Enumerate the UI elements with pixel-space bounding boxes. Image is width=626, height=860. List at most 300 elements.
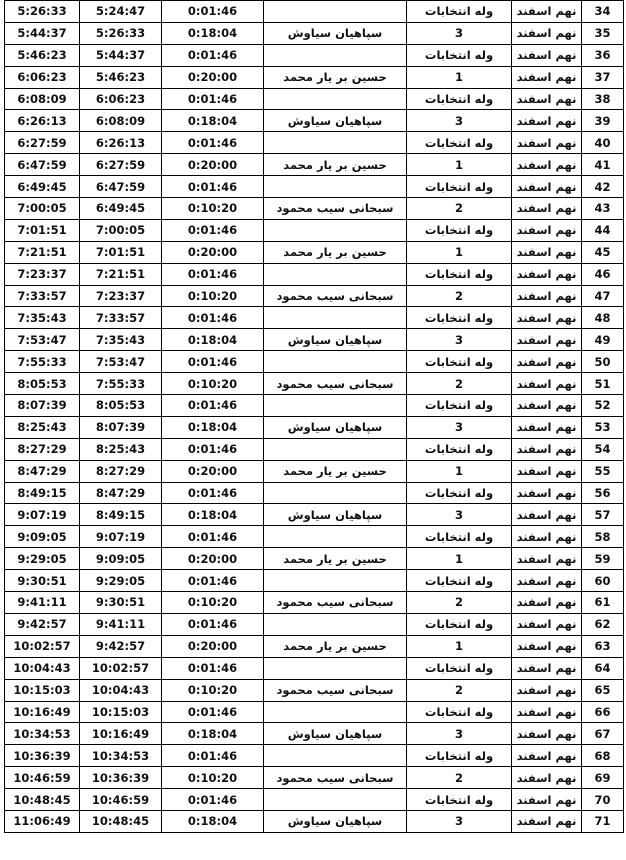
duration-cell: 0:20:00	[162, 635, 264, 657]
start-time-cell: 9:30:51	[80, 592, 162, 614]
duration-cell: 0:01:46	[162, 132, 264, 154]
program-title-cell	[264, 526, 407, 548]
start-time-cell: 5:26:33	[80, 22, 162, 44]
row-number-cell: 34	[582, 1, 624, 23]
table-row	[5, 373, 624, 395]
item-cell: 3	[407, 810, 512, 832]
day-cell: نهم اسفند	[512, 285, 582, 307]
start-time-cell: 6:27:59	[80, 154, 162, 176]
item-cell: وله انتخابات	[407, 438, 512, 460]
end-time-cell: 9:09:05	[5, 526, 80, 548]
program-title-cell	[264, 745, 407, 767]
item-cell: 2	[407, 767, 512, 789]
start-time-cell: 8:05:53	[80, 395, 162, 417]
program-title-cell	[264, 176, 407, 198]
end-time-cell: 10:15:03	[5, 679, 80, 701]
table-row	[5, 789, 624, 811]
duration-cell: 0:10:20	[162, 767, 264, 789]
start-time-cell: 7:35:43	[80, 329, 162, 351]
program-title-cell	[264, 263, 407, 285]
program-title-cell: سپاهیان سیاوش	[264, 110, 407, 132]
day-cell: نهم اسفند	[512, 22, 582, 44]
program-title-cell	[264, 789, 407, 811]
table-row	[5, 548, 624, 570]
table-row	[5, 679, 624, 701]
item-cell: 3	[407, 504, 512, 526]
duration-cell: 0:01:46	[162, 219, 264, 241]
table-row	[5, 460, 624, 482]
program-title-cell: حسین بر یار محمد	[264, 66, 407, 88]
table-row	[5, 504, 624, 526]
duration-cell: 0:01:46	[162, 263, 264, 285]
row-number-cell: 40	[582, 132, 624, 154]
row-number-cell: 48	[582, 307, 624, 329]
item-cell: وله انتخابات	[407, 132, 512, 154]
end-time-cell: 10:02:57	[5, 635, 80, 657]
start-time-cell: 6:06:23	[80, 88, 162, 110]
start-time-cell: 8:27:29	[80, 460, 162, 482]
end-time-cell: 8:05:53	[5, 373, 80, 395]
day-cell: نهم اسفند	[512, 373, 582, 395]
day-cell: نهم اسفند	[512, 526, 582, 548]
row-number-cell: 47	[582, 285, 624, 307]
duration-cell: 0:10:20	[162, 198, 264, 220]
table-row	[5, 570, 624, 592]
row-number-cell: 38	[582, 88, 624, 110]
end-time-cell: 9:41:11	[5, 592, 80, 614]
day-cell: نهم اسفند	[512, 88, 582, 110]
program-title-cell	[264, 657, 407, 679]
start-time-cell: 6:47:59	[80, 176, 162, 198]
day-cell: نهم اسفند	[512, 66, 582, 88]
end-time-cell: 5:26:33	[5, 1, 80, 23]
table-row	[5, 88, 624, 110]
item-cell: وله انتخابات	[407, 526, 512, 548]
row-number-cell: 45	[582, 241, 624, 263]
item-cell: 1	[407, 66, 512, 88]
duration-cell: 0:18:04	[162, 504, 264, 526]
row-number-cell: 54	[582, 438, 624, 460]
row-number-cell: 65	[582, 679, 624, 701]
program-title-cell: حسین بر یار محمد	[264, 241, 407, 263]
end-time-cell: 9:29:05	[5, 548, 80, 570]
end-time-cell: 6:26:13	[5, 110, 80, 132]
item-cell: 1	[407, 460, 512, 482]
day-cell: نهم اسفند	[512, 351, 582, 373]
start-time-cell: 5:44:37	[80, 44, 162, 66]
item-cell: 2	[407, 373, 512, 395]
item-cell: 3	[407, 723, 512, 745]
item-cell: 2	[407, 679, 512, 701]
row-number-cell: 52	[582, 395, 624, 417]
start-time-cell: 7:01:51	[80, 241, 162, 263]
table-row	[5, 395, 624, 417]
duration-cell: 0:20:00	[162, 66, 264, 88]
day-cell: نهم اسفند	[512, 548, 582, 570]
end-time-cell: 7:01:51	[5, 219, 80, 241]
start-time-cell: 9:07:19	[80, 526, 162, 548]
item-cell: وله انتخابات	[407, 789, 512, 811]
item-cell: وله انتخابات	[407, 395, 512, 417]
item-cell: 2	[407, 592, 512, 614]
row-number-cell: 61	[582, 592, 624, 614]
program-title-cell	[264, 351, 407, 373]
start-time-cell: 6:26:13	[80, 132, 162, 154]
program-title-cell: سپاهیان سیاوش	[264, 810, 407, 832]
end-time-cell: 6:27:59	[5, 132, 80, 154]
table-row	[5, 701, 624, 723]
day-cell: نهم اسفند	[512, 789, 582, 811]
program-title-cell: حسین بر یار محمد	[264, 154, 407, 176]
end-time-cell: 8:27:29	[5, 438, 80, 460]
start-time-cell: 10:36:39	[80, 767, 162, 789]
item-cell: وله انتخابات	[407, 44, 512, 66]
day-cell: نهم اسفند	[512, 657, 582, 679]
duration-cell: 0:18:04	[162, 22, 264, 44]
end-time-cell: 8:07:39	[5, 395, 80, 417]
row-number-cell: 53	[582, 416, 624, 438]
item-cell: 1	[407, 154, 512, 176]
item-cell: 1	[407, 241, 512, 263]
row-number-cell: 71	[582, 810, 624, 832]
duration-cell: 0:01:46	[162, 307, 264, 329]
duration-cell: 0:01:46	[162, 526, 264, 548]
table-row	[5, 592, 624, 614]
table-row	[5, 482, 624, 504]
table-row	[5, 198, 624, 220]
table-row	[5, 635, 624, 657]
day-cell: نهم اسفند	[512, 263, 582, 285]
start-time-cell: 9:41:11	[80, 613, 162, 635]
table-row	[5, 44, 624, 66]
day-cell: نهم اسفند	[512, 395, 582, 417]
end-time-cell: 9:30:51	[5, 570, 80, 592]
program-title-cell: سبحانی سیب محمود	[264, 592, 407, 614]
end-time-cell: 8:47:29	[5, 460, 80, 482]
row-number-cell: 43	[582, 198, 624, 220]
end-time-cell: 6:49:45	[5, 176, 80, 198]
row-number-cell: 44	[582, 219, 624, 241]
day-cell: نهم اسفند	[512, 1, 582, 23]
day-cell: نهم اسفند	[512, 570, 582, 592]
duration-cell: 0:01:46	[162, 438, 264, 460]
day-cell: نهم اسفند	[512, 810, 582, 832]
end-time-cell: 10:46:59	[5, 767, 80, 789]
day-cell: نهم اسفند	[512, 438, 582, 460]
row-number-cell: 60	[582, 570, 624, 592]
program-title-cell: حسین بر یار محمد	[264, 548, 407, 570]
program-title-cell: سبحانی سیب محمود	[264, 679, 407, 701]
row-number-cell: 50	[582, 351, 624, 373]
table-row	[5, 1, 624, 23]
end-time-cell: 10:16:49	[5, 701, 80, 723]
start-time-cell: 9:29:05	[80, 570, 162, 592]
day-cell: نهم اسفند	[512, 635, 582, 657]
duration-cell: 0:20:00	[162, 154, 264, 176]
start-time-cell: 7:21:51	[80, 263, 162, 285]
day-cell: نهم اسفند	[512, 767, 582, 789]
duration-cell: 0:01:46	[162, 88, 264, 110]
item-cell: وله انتخابات	[407, 1, 512, 23]
end-time-cell: 6:47:59	[5, 154, 80, 176]
program-title-cell	[264, 88, 407, 110]
duration-cell: 0:01:46	[162, 613, 264, 635]
start-time-cell: 7:53:47	[80, 351, 162, 373]
end-time-cell: 10:36:39	[5, 745, 80, 767]
duration-cell: 0:10:20	[162, 592, 264, 614]
duration-cell: 0:20:00	[162, 548, 264, 570]
schedule-table-body	[5, 1, 624, 833]
table-row	[5, 285, 624, 307]
program-title-cell: سبحانی سیب محمود	[264, 373, 407, 395]
day-cell: نهم اسفند	[512, 132, 582, 154]
end-time-cell: 10:34:53	[5, 723, 80, 745]
row-number-cell: 64	[582, 657, 624, 679]
start-time-cell: 7:00:05	[80, 219, 162, 241]
duration-cell: 0:18:04	[162, 329, 264, 351]
program-title-cell: سبحانی سیب محمود	[264, 198, 407, 220]
table-row	[5, 307, 624, 329]
item-cell: 3	[407, 329, 512, 351]
day-cell: نهم اسفند	[512, 723, 582, 745]
table-row	[5, 263, 624, 285]
table-row	[5, 657, 624, 679]
day-cell: نهم اسفند	[512, 416, 582, 438]
duration-cell: 0:18:04	[162, 416, 264, 438]
day-cell: نهم اسفند	[512, 460, 582, 482]
program-title-cell: سپاهیان سیاوش	[264, 416, 407, 438]
table-row	[5, 176, 624, 198]
row-number-cell: 67	[582, 723, 624, 745]
item-cell: وله انتخابات	[407, 307, 512, 329]
end-time-cell: 7:55:33	[5, 351, 80, 373]
program-title-cell	[264, 1, 407, 23]
table-row	[5, 723, 624, 745]
duration-cell: 0:01:46	[162, 482, 264, 504]
end-time-cell: 7:35:43	[5, 307, 80, 329]
table-row	[5, 613, 624, 635]
start-time-cell: 5:46:23	[80, 66, 162, 88]
program-title-cell: سپاهیان سیاوش	[264, 723, 407, 745]
row-number-cell: 42	[582, 176, 624, 198]
day-cell: نهم اسفند	[512, 504, 582, 526]
table-row	[5, 416, 624, 438]
day-cell: نهم اسفند	[512, 745, 582, 767]
program-title-cell	[264, 44, 407, 66]
item-cell: وله انتخابات	[407, 701, 512, 723]
row-number-cell: 55	[582, 460, 624, 482]
item-cell: وله انتخابات	[407, 219, 512, 241]
end-time-cell: 11:06:49	[5, 810, 80, 832]
end-time-cell: 7:00:05	[5, 198, 80, 220]
start-time-cell: 9:09:05	[80, 548, 162, 570]
row-number-cell: 41	[582, 154, 624, 176]
end-time-cell: 8:49:15	[5, 482, 80, 504]
row-number-cell: 35	[582, 22, 624, 44]
day-cell: نهم اسفند	[512, 154, 582, 176]
start-time-cell: 8:49:15	[80, 504, 162, 526]
start-time-cell: 7:23:37	[80, 285, 162, 307]
table-row	[5, 219, 624, 241]
program-title-cell	[264, 307, 407, 329]
item-cell: وله انتخابات	[407, 745, 512, 767]
day-cell: نهم اسفند	[512, 219, 582, 241]
end-time-cell: 7:53:47	[5, 329, 80, 351]
table-row	[5, 329, 624, 351]
row-number-cell: 70	[582, 789, 624, 811]
duration-cell: 0:01:46	[162, 1, 264, 23]
item-cell: 2	[407, 285, 512, 307]
item-cell: وله انتخابات	[407, 351, 512, 373]
table-row	[5, 526, 624, 548]
program-title-cell	[264, 570, 407, 592]
end-time-cell: 6:06:23	[5, 66, 80, 88]
start-time-cell: 5:24:47	[80, 1, 162, 23]
end-time-cell: 7:23:37	[5, 263, 80, 285]
start-time-cell: 8:25:43	[80, 438, 162, 460]
duration-cell: 0:10:20	[162, 285, 264, 307]
table-row	[5, 351, 624, 373]
start-time-cell: 6:49:45	[80, 198, 162, 220]
day-cell: نهم اسفند	[512, 613, 582, 635]
duration-cell: 0:01:46	[162, 701, 264, 723]
row-number-cell: 69	[582, 767, 624, 789]
start-time-cell: 10:04:43	[80, 679, 162, 701]
item-cell: 1	[407, 635, 512, 657]
item-cell: 3	[407, 416, 512, 438]
item-cell: وله انتخابات	[407, 613, 512, 635]
item-cell: 1	[407, 548, 512, 570]
row-number-cell: 56	[582, 482, 624, 504]
program-title-cell	[264, 395, 407, 417]
item-cell: وله انتخابات	[407, 88, 512, 110]
duration-cell: 0:01:46	[162, 351, 264, 373]
day-cell: نهم اسفند	[512, 307, 582, 329]
table-row	[5, 745, 624, 767]
start-time-cell: 10:16:49	[80, 723, 162, 745]
start-time-cell: 10:46:59	[80, 789, 162, 811]
item-cell: 3	[407, 22, 512, 44]
duration-cell: 0:01:46	[162, 176, 264, 198]
duration-cell: 0:18:04	[162, 110, 264, 132]
day-cell: نهم اسفند	[512, 110, 582, 132]
row-number-cell: 49	[582, 329, 624, 351]
program-title-cell: سبحانی سیب محمود	[264, 285, 407, 307]
duration-cell: 0:18:04	[162, 723, 264, 745]
row-number-cell: 37	[582, 66, 624, 88]
duration-cell: 0:01:46	[162, 395, 264, 417]
day-cell: نهم اسفند	[512, 241, 582, 263]
item-cell: وله انتخابات	[407, 176, 512, 198]
row-number-cell: 57	[582, 504, 624, 526]
duration-cell: 0:20:00	[162, 460, 264, 482]
row-number-cell: 63	[582, 635, 624, 657]
day-cell: نهم اسفند	[512, 329, 582, 351]
table-row	[5, 241, 624, 263]
item-cell: وله انتخابات	[407, 482, 512, 504]
day-cell: نهم اسفند	[512, 701, 582, 723]
item-cell: وله انتخابات	[407, 570, 512, 592]
start-time-cell: 9:42:57	[80, 635, 162, 657]
start-time-cell: 10:15:03	[80, 701, 162, 723]
program-title-cell	[264, 613, 407, 635]
end-time-cell: 9:42:57	[5, 613, 80, 635]
duration-cell: 0:10:20	[162, 679, 264, 701]
program-title-cell	[264, 438, 407, 460]
start-time-cell: 10:34:53	[80, 745, 162, 767]
table-row	[5, 22, 624, 44]
program-title-cell	[264, 701, 407, 723]
item-cell: 2	[407, 198, 512, 220]
table-row	[5, 110, 624, 132]
program-title-cell	[264, 482, 407, 504]
program-title-cell	[264, 219, 407, 241]
duration-cell: 0:18:04	[162, 810, 264, 832]
end-time-cell: 5:44:37	[5, 22, 80, 44]
duration-cell: 0:01:46	[162, 789, 264, 811]
day-cell: نهم اسفند	[512, 198, 582, 220]
row-number-cell: 46	[582, 263, 624, 285]
item-cell: وله انتخابات	[407, 657, 512, 679]
start-time-cell: 8:07:39	[80, 416, 162, 438]
row-number-cell: 36	[582, 44, 624, 66]
day-cell: نهم اسفند	[512, 592, 582, 614]
row-number-cell: 59	[582, 548, 624, 570]
table-row	[5, 438, 624, 460]
duration-cell: 0:01:46	[162, 44, 264, 66]
end-time-cell: 6:08:09	[5, 88, 80, 110]
end-time-cell: 10:04:43	[5, 657, 80, 679]
program-title-cell	[264, 132, 407, 154]
duration-cell: 0:01:46	[162, 570, 264, 592]
duration-cell: 0:01:46	[162, 745, 264, 767]
schedule-table	[4, 0, 624, 833]
table-row	[5, 132, 624, 154]
row-number-cell: 68	[582, 745, 624, 767]
program-title-cell: سپاهیان سیاوش	[264, 329, 407, 351]
program-title-cell: حسین بر یار محمد	[264, 635, 407, 657]
table-row	[5, 66, 624, 88]
end-time-cell: 7:33:57	[5, 285, 80, 307]
duration-cell: 0:01:46	[162, 657, 264, 679]
row-number-cell: 51	[582, 373, 624, 395]
duration-cell: 0:20:00	[162, 241, 264, 263]
end-time-cell: 8:25:43	[5, 416, 80, 438]
program-title-cell: سپاهیان سیاوش	[264, 504, 407, 526]
end-time-cell: 9:07:19	[5, 504, 80, 526]
start-time-cell: 8:47:29	[80, 482, 162, 504]
item-cell: 3	[407, 110, 512, 132]
row-number-cell: 58	[582, 526, 624, 548]
row-number-cell: 39	[582, 110, 624, 132]
start-time-cell: 10:48:45	[80, 810, 162, 832]
program-title-cell: سپاهیان سیاوش	[264, 22, 407, 44]
item-cell: وله انتخابات	[407, 263, 512, 285]
row-number-cell: 66	[582, 701, 624, 723]
end-time-cell: 5:46:23	[5, 44, 80, 66]
start-time-cell: 10:02:57	[80, 657, 162, 679]
end-time-cell: 10:48:45	[5, 789, 80, 811]
day-cell: نهم اسفند	[512, 176, 582, 198]
start-time-cell: 7:33:57	[80, 307, 162, 329]
day-cell: نهم اسفند	[512, 44, 582, 66]
table-row	[5, 154, 624, 176]
end-time-cell: 7:21:51	[5, 241, 80, 263]
table-row	[5, 810, 624, 832]
day-cell: نهم اسفند	[512, 679, 582, 701]
program-title-cell: حسین بر یار محمد	[264, 460, 407, 482]
start-time-cell: 6:08:09	[80, 110, 162, 132]
